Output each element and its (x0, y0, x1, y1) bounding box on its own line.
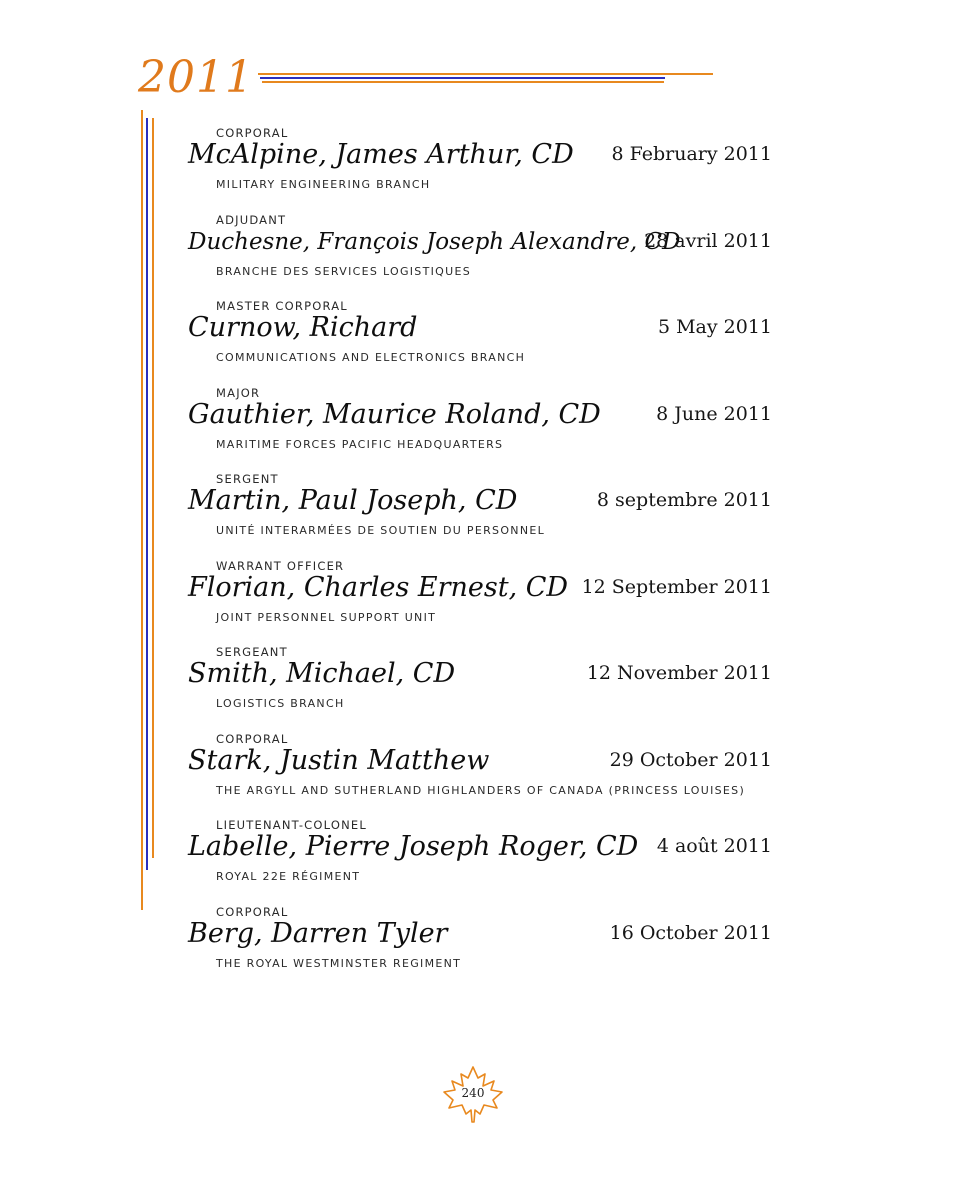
entry-name: Smith, Michael, CD (188, 658, 456, 689)
entry (188, 557, 778, 644)
entry-date: 4 août 2011 (656, 835, 772, 857)
entry (188, 730, 778, 817)
entry-rank: CORPORAL (216, 904, 289, 919)
entry-unit: BRANCHE DES SERVICES LOGISTIQUES (216, 264, 471, 278)
entry (188, 384, 778, 471)
entry-rank: CORPORAL (216, 126, 289, 140)
entry-date: 8 septembre 2011 (596, 489, 772, 511)
top-rule-blue (260, 77, 665, 79)
entry-rank: SERGEANT (216, 645, 288, 659)
entry-date: 8 February 2011 (611, 143, 772, 165)
year-heading: 2011 (138, 52, 254, 103)
entry-name: Florian, Charles Ernest, CD (188, 571, 569, 603)
entry-date: 16 October 2011 (609, 921, 772, 944)
entry-date: 29 October 2011 (609, 748, 772, 771)
entry-date: 5 May 2011 (657, 316, 772, 338)
entry-unit: ROYAL 22E RÉGIMENT (216, 870, 361, 883)
entries-list (188, 124, 778, 989)
entry-name: McAlpine, James Arthur, CD (188, 139, 574, 170)
margin-rule-orange-inner (152, 118, 154, 858)
entry-unit: MARITIME FORCES PACIFIC HEADQUARTERS (216, 437, 504, 451)
margin-rule-blue (146, 118, 148, 870)
top-rule-orange (258, 73, 713, 75)
top-rule-orange-lower (262, 81, 664, 83)
entry-unit: COMMUNICATIONS AND ELECTRONICS BRANCH (216, 351, 526, 364)
entry (188, 903, 778, 990)
page-number: 240 (461, 1086, 485, 1100)
entry (188, 470, 778, 557)
page-number-folio (440, 1064, 506, 1124)
margin-rule-orange (141, 110, 143, 910)
entry-rank: MASTER CORPORAL (216, 299, 348, 313)
entry-unit: MILITARY ENGINEERING BRANCH (216, 178, 431, 191)
entry-unit: LOGISTICS BRANCH (216, 697, 345, 710)
entry (188, 816, 778, 903)
entry-rank: WARRANT OFFICER (216, 558, 345, 573)
entry-name: Berg, Darren Tyler (188, 917, 448, 949)
entry (188, 124, 778, 211)
entry-rank: CORPORAL (216, 731, 289, 746)
entry-rank: SERGENT (216, 472, 279, 486)
entry-date: 28 avril 2011 (644, 229, 772, 252)
entry-unit: THE ROYAL WESTMINSTER REGIMENT (216, 956, 462, 970)
entry-name: Martin, Paul Joseph, CD (188, 485, 518, 516)
entry (188, 297, 778, 384)
entry-date: 12 November 2011 (586, 662, 772, 684)
entry (188, 211, 778, 298)
entry (188, 643, 778, 730)
entry-name: Gauthier, Maurice Roland, CD (188, 398, 601, 430)
entry-unit: JOINT PERSONNEL SUPPORT UNIT (216, 610, 437, 624)
entry-rank: MAJOR (216, 385, 261, 400)
entry-date: 8 June 2011 (656, 402, 772, 425)
entry-name: Duchesne, François Joseph Alexandre, CD (188, 228, 681, 255)
entry-date: 12 September 2011 (581, 575, 772, 598)
entry-name: Labelle, Pierre Joseph Roger, CD (188, 831, 639, 862)
entry-unit: THE ARGYLL AND SUTHERLAND HIGHLANDERS OF CANADA (PRINCESS LOUISES) (216, 783, 746, 797)
entry-rank: ADJUDANT (216, 212, 287, 227)
entry-name: Curnow, Richard (188, 312, 418, 343)
entry-rank: LIEUTENANT-COLONEL (216, 818, 367, 832)
entry-unit: UNITÉ INTERARMÉES DE SOUTIEN DU PERSONNEL (216, 524, 546, 537)
entry-name: Stark, Justin Matthew (188, 744, 490, 776)
